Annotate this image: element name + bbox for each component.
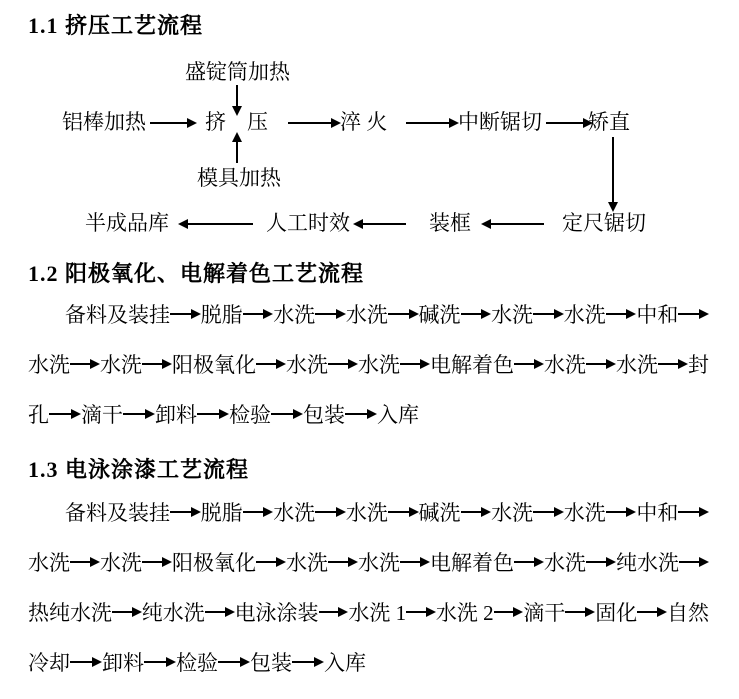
flow-step: 卸料 (155, 403, 197, 427)
flow-step: 滴干 (81, 403, 123, 427)
arrow-right-icon (144, 657, 176, 667)
diagram-node-quenching: 淬 火 (340, 110, 388, 134)
arrow-right-icon (197, 409, 229, 419)
diagram-node-mold-heating: 模具加热 (197, 166, 281, 190)
flow-step: 水洗 (563, 303, 606, 327)
flow-step: 孔 (28, 403, 49, 427)
flow-step: 电解着色 (430, 551, 514, 575)
arrow-right-icon (406, 122, 450, 124)
flow-step: 碱洗 (418, 501, 461, 525)
flow-step: 水洗 (28, 551, 70, 575)
flow-step: 水洗 (345, 303, 388, 327)
flow-step: 自然 (666, 601, 709, 625)
flow-line (28, 289, 709, 339)
flow-step: 水洗 (286, 551, 328, 575)
flow-step: 卸料 (102, 651, 144, 675)
arrow-right-icon (679, 557, 709, 567)
arrow-right-icon (292, 657, 324, 667)
arrow-right-icon (70, 359, 100, 369)
flow-step: 水洗 (563, 501, 606, 525)
arrow-right-icon (70, 557, 100, 567)
diagram-node-container-heating: 盛锭筒加热 (185, 60, 290, 84)
flow-step: 水洗 (28, 353, 70, 377)
flow-step: 检验 (229, 403, 271, 427)
arrow-right-icon (514, 557, 544, 567)
arrow-right-icon (533, 309, 564, 319)
flow-line (28, 637, 709, 687)
flow-step: 热纯水洗 (28, 601, 112, 625)
diagram-node-straightening: 矫直 (588, 110, 630, 134)
diagram-node-interrupt-sawing: 中断锯切 (458, 110, 542, 134)
section-heading-extrusion: 1.1 挤压工艺流程 (28, 13, 204, 38)
arrow-right-icon (315, 507, 346, 517)
arrow-up-icon (236, 141, 238, 163)
flow-step: 包装 (250, 651, 292, 675)
arrow-right-icon (606, 309, 637, 319)
arrow-right-icon (678, 309, 709, 319)
flow-step: 固化 (595, 601, 638, 625)
arrow-right-icon (606, 507, 637, 517)
flow-step: 水洗 1 (348, 601, 407, 625)
flow-step: 阳极氧化 (172, 551, 256, 575)
arrow-right-icon (218, 657, 250, 667)
flow-step: 冷却 (28, 651, 70, 675)
arrow-right-icon (345, 409, 377, 419)
arrow-right-icon (533, 507, 564, 517)
flow-step: 检验 (176, 651, 218, 675)
flow-line (28, 487, 709, 537)
arrow-right-icon (49, 409, 81, 419)
arrow-right-icon (328, 557, 358, 567)
arrow-left-icon (187, 223, 253, 225)
arrow-right-icon (70, 657, 102, 667)
diagram-node-framing: 装框 (429, 211, 471, 235)
arrow-right-icon (170, 309, 201, 319)
arrow-right-icon (400, 359, 430, 369)
flow-line (28, 339, 709, 389)
flow-line (28, 537, 709, 587)
flow-step: 水洗 (491, 501, 534, 525)
flow-step: 水洗 (100, 353, 142, 377)
flow-line (28, 587, 709, 637)
arrow-right-icon (461, 309, 492, 319)
arrow-down-icon (612, 137, 614, 203)
arrow-right-icon (205, 607, 235, 617)
flow-step: 水洗 (544, 353, 586, 377)
flow-step: 水洗 (544, 551, 586, 575)
arrow-right-icon (243, 309, 274, 319)
flow-step: 备料及装挂 (65, 303, 170, 327)
flow-step: 水洗 (273, 501, 316, 525)
section-heading-anodizing: 1.2 阳极氧化、电解着色工艺流程 (28, 261, 365, 286)
arrow-right-icon (170, 507, 201, 517)
flow-step: 包装 (303, 403, 345, 427)
arrow-right-icon (142, 557, 172, 567)
section-heading-electrophoretic-painting: 1.3 电泳涂漆工艺流程 (28, 457, 250, 482)
arrow-right-icon (406, 607, 436, 617)
flow-step: 水洗 (345, 501, 388, 525)
arrow-right-icon (637, 607, 667, 617)
arrow-right-icon (388, 309, 419, 319)
anodizing-flow-text (28, 287, 709, 439)
arrow-right-icon (256, 557, 286, 567)
flow-step: 水洗 (491, 303, 534, 327)
arrow-right-icon (586, 359, 616, 369)
arrow-right-icon (461, 507, 492, 517)
flow-step: 水洗 (358, 551, 400, 575)
arrow-right-icon (150, 122, 188, 124)
arrow-right-icon (400, 557, 430, 567)
flow-step: 水洗 (616, 353, 658, 377)
electrophoretic-flow-text (28, 483, 709, 687)
flow-step: 备料及装挂 (65, 501, 170, 525)
flow-step: 水洗 (100, 551, 142, 575)
arrow-right-icon (123, 409, 155, 419)
arrow-right-icon (565, 607, 595, 617)
arrow-right-icon (243, 507, 274, 517)
flow-step: 脱脂 (200, 501, 243, 525)
arrow-right-icon (514, 359, 544, 369)
arrow-right-icon (271, 409, 303, 419)
extrusion-flow-diagram (0, 57, 739, 251)
arrow-left-icon (362, 223, 406, 225)
diagram-node-artificial-aging: 人工时效 (266, 211, 350, 235)
flow-step: 纯水洗 (141, 601, 205, 625)
arrow-right-icon (256, 359, 286, 369)
flow-step: 电解着色 (430, 353, 514, 377)
arrow-right-icon (658, 359, 688, 369)
flow-step: 水洗 (286, 353, 328, 377)
arrow-right-icon (494, 607, 524, 617)
arrow-right-icon (678, 507, 709, 517)
flow-step: 碱洗 (418, 303, 461, 327)
flow-step: 滴干 (523, 601, 566, 625)
flow-step: 阳极氧化 (172, 353, 256, 377)
arrow-left-icon (490, 223, 544, 225)
diagram-node-semi-finished-warehouse: 半成品库 (85, 211, 169, 235)
flow-step: 入库 (324, 651, 366, 675)
arrow-down-icon (236, 85, 238, 107)
flow-step: 水洗 (273, 303, 316, 327)
arrow-right-icon (112, 607, 142, 617)
flow-step: 中和 (636, 303, 679, 327)
flow-line (28, 389, 709, 439)
arrow-right-icon (288, 122, 332, 124)
diagram-node-rod-heating: 铝棒加热 (62, 110, 146, 134)
diagram-node-extrusion: 挤 压 (205, 110, 268, 134)
flow-step: 电泳涂装 (234, 601, 319, 625)
flow-step: 封 (688, 353, 709, 377)
flow-step: 脱脂 (200, 303, 243, 327)
flow-step: 纯水洗 (616, 551, 679, 575)
arrow-right-icon (586, 557, 616, 567)
arrow-right-icon (319, 607, 349, 617)
flow-step: 中和 (636, 501, 679, 525)
arrow-right-icon (328, 359, 358, 369)
arrow-right-icon (388, 507, 419, 517)
flow-step: 水洗 2 (435, 601, 494, 625)
arrow-right-icon (546, 122, 584, 124)
flow-step: 入库 (377, 403, 419, 427)
diagram-node-fixed-length-sawing: 定尺锯切 (562, 211, 646, 235)
arrow-right-icon (315, 309, 346, 319)
flow-step: 水洗 (358, 353, 400, 377)
arrow-right-icon (142, 359, 172, 369)
